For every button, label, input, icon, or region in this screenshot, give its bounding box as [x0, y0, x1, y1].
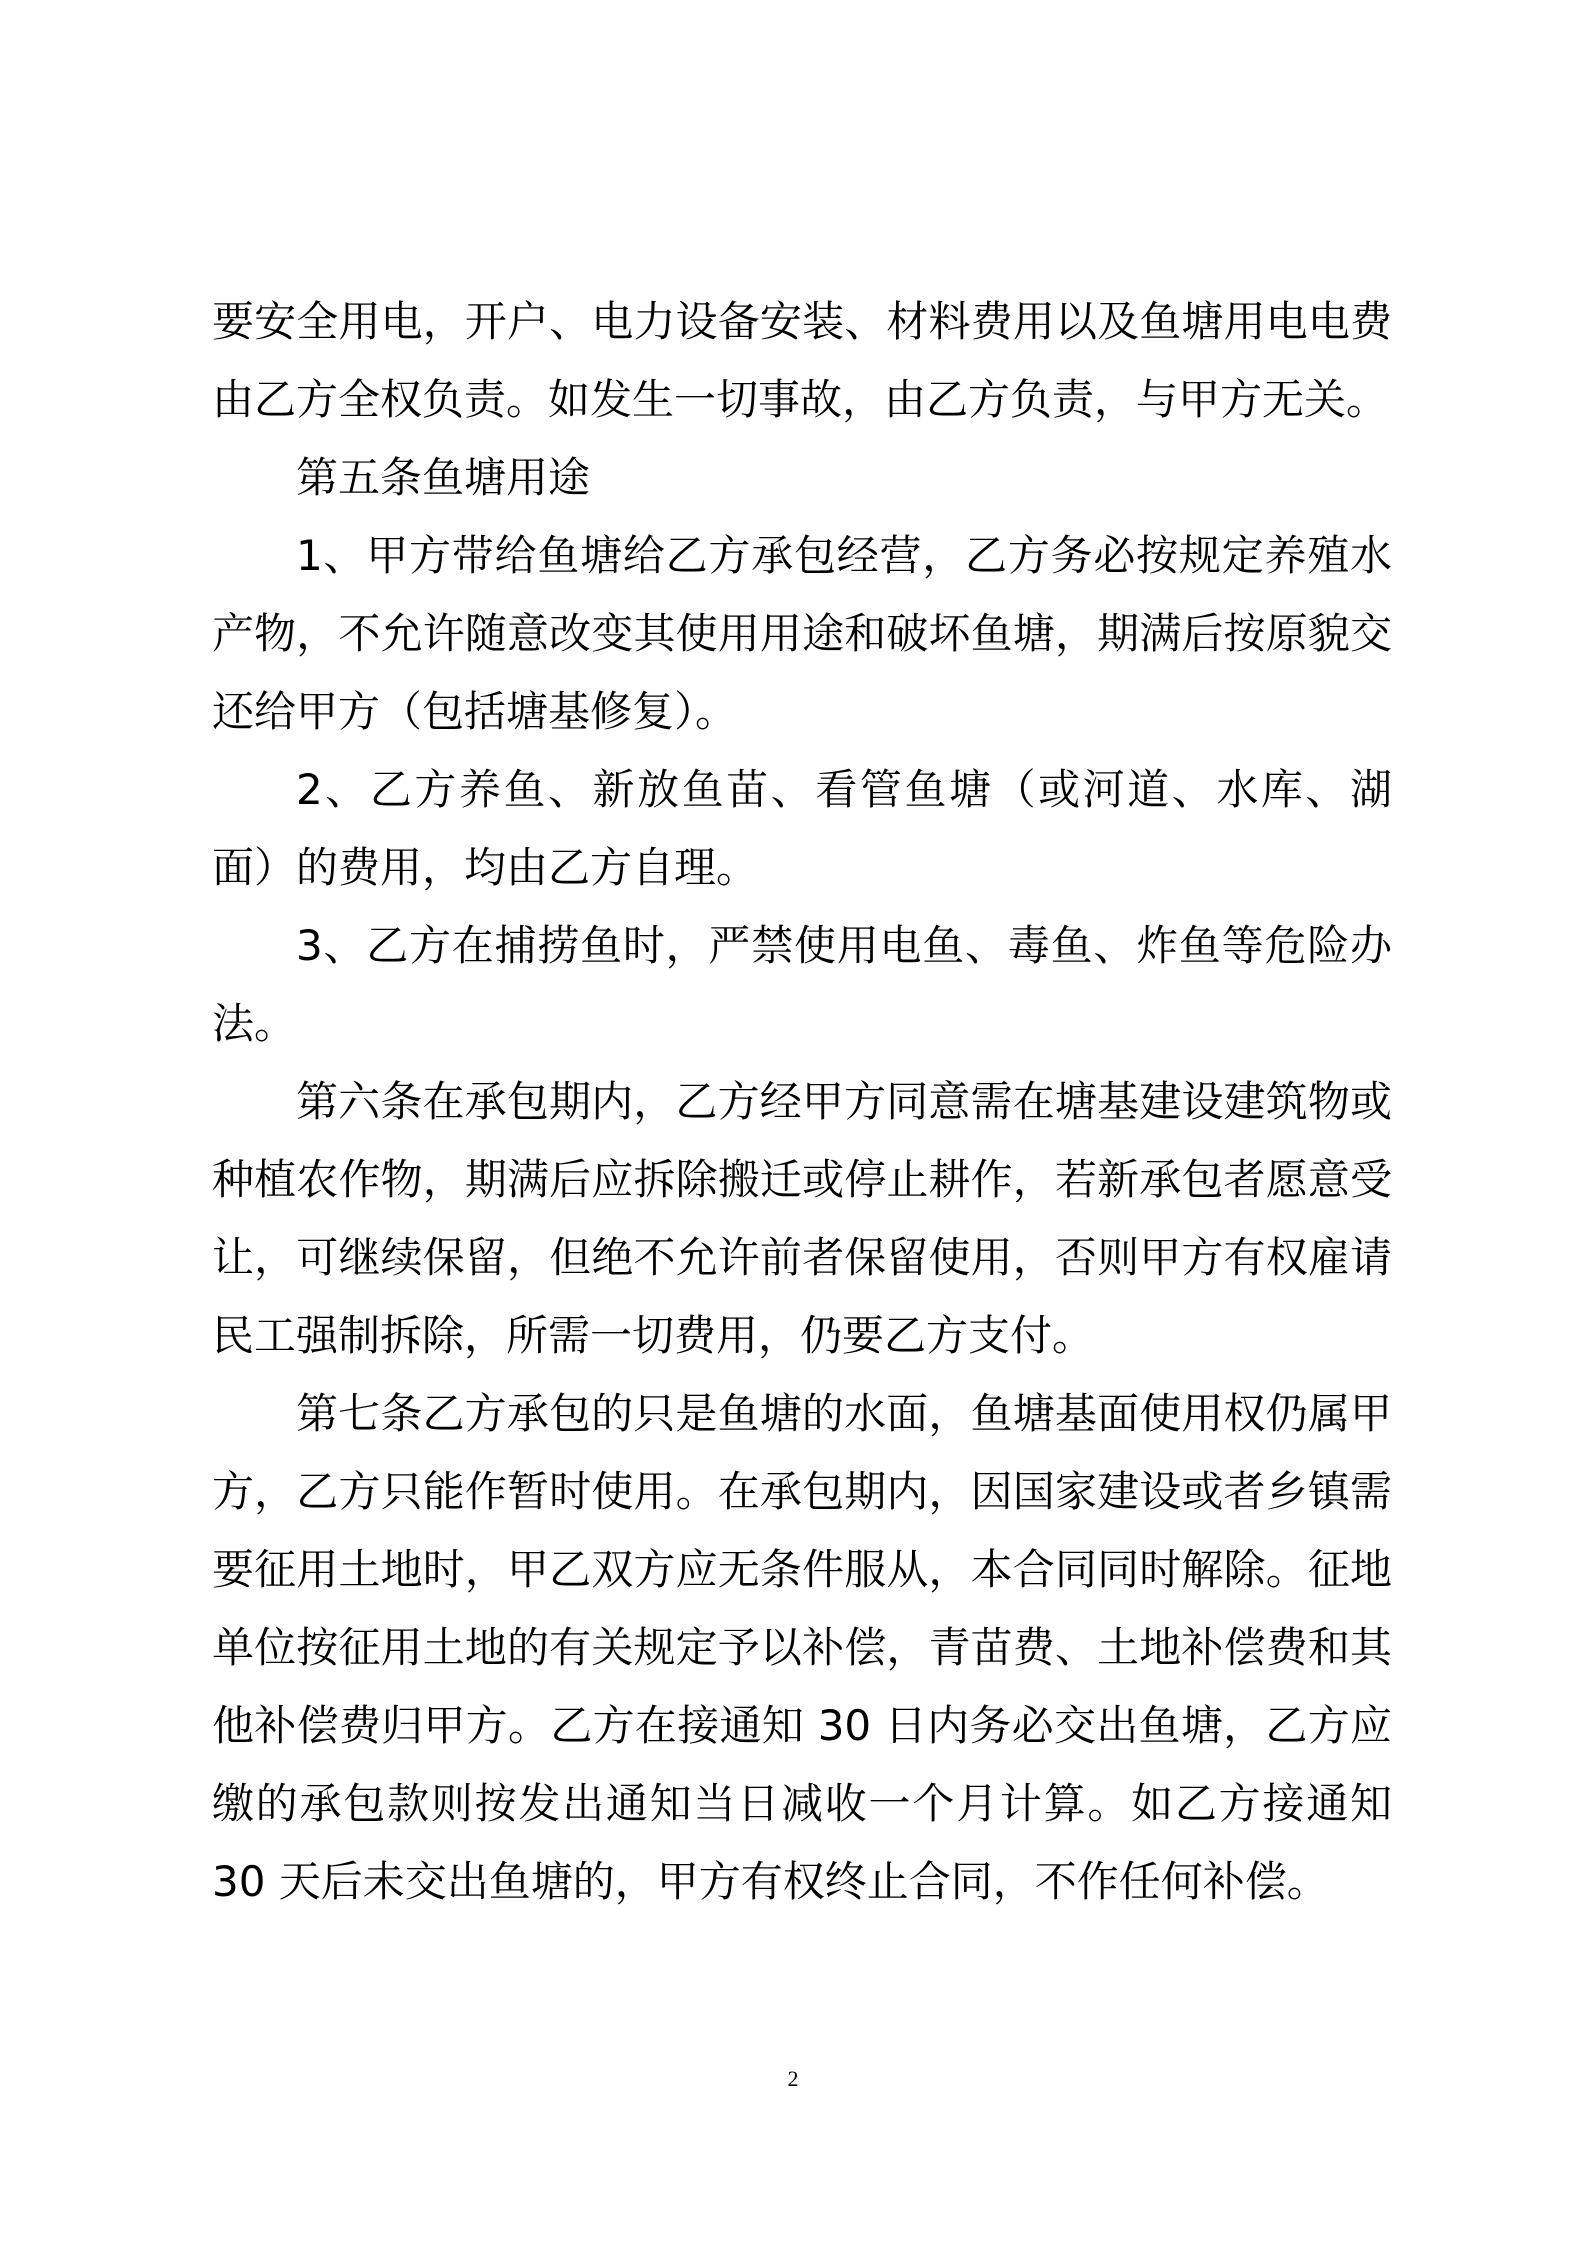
article-5-item-1: 1、甲方带给鱼塘给乙方承包经营，乙方务必按规定养殖水产物，不允许随意改变其使用用途和破坏鱼塘，期满后按原貌交还给甲方（包括塘基修复）。	[212, 531, 1392, 736]
article-6: 第六条在承包期内，乙方经甲方同意需在塘基建设建筑物或种植农作物，期满后应拆除搬迁或停止耕作，若新承包者愿意受让，可继续保留，但绝不允许前者保留使用，否则甲方有权雇请民工强制拆除，所需一切费用，仍要乙方支付。	[212, 1077, 1392, 1360]
article-5-item-3: 3、乙方在捕捞鱼时，严禁使用电鱼、毒鱼、炸鱼等危险办法。	[212, 921, 1392, 1048]
paragraph-continuation: 要安全用电，开户、电力设备安装、材料费用以及鱼塘用电电费由乙方全权负责。如发生一切事故，由乙方负责，与甲方无关。	[212, 297, 1392, 424]
page-number: 2	[787, 2066, 799, 2091]
article-5-heading: 第五条鱼塘用途	[296, 453, 591, 502]
document-body	[212, 283, 1392, 1921]
article-5-item-2: 2、乙方养鱼、新放鱼苗、看管鱼塘（或河道、水库、湖面）的费用，均由乙方自理。	[212, 765, 1392, 892]
article-7: 第七条乙方承包的只是鱼塘的水面，鱼塘基面使用权仍属甲方，乙方只能作暂时使用。在承包期内，因国家建设或者乡镇需要征用土地时，甲乙双方应无条件服从，本合同同时解除。征地单位按征用土地的有关规定予以补偿，青苗费、土地补偿费和其他补偿费归甲方。乙方在接通知 30 日内务必交出鱼塘，乙方应缴的承包款则按发出通知当日减收一个月计算。如乙方接通知 30 天后未交出鱼塘的，甲方有权终止合同，不作任何补偿。	[212, 1389, 1392, 1906]
